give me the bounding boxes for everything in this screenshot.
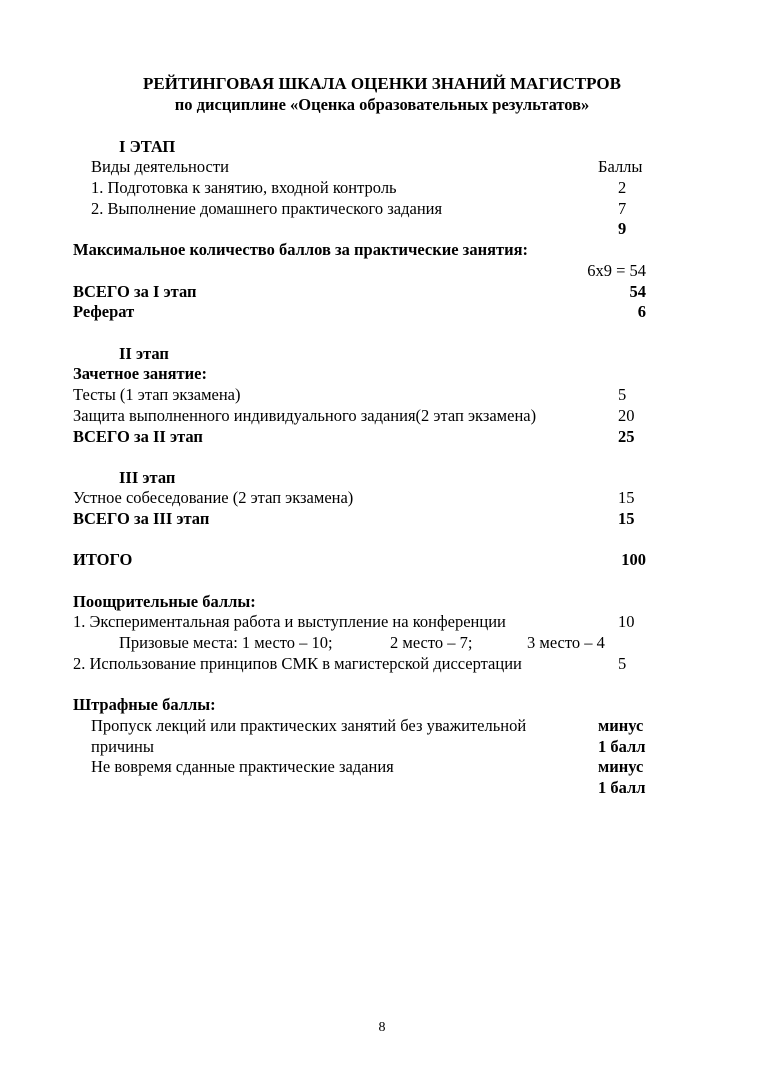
max-points-label: Максимальное количество баллов за практические занятия: xyxy=(73,240,529,259)
points-column-header: Баллы xyxy=(598,157,643,176)
penalty-value: 1 балл xyxy=(598,778,646,797)
grand-total-value: 100 xyxy=(621,550,646,569)
activity-column-header: Виды деятельности xyxy=(91,157,229,176)
penalty-item-line: Пропуск лекций или практических занятий без уважительной xyxy=(91,716,527,735)
stage1-item-points: 2 xyxy=(618,178,627,197)
stage3-heading: III этап xyxy=(119,468,176,487)
penalty-value: 1 балл xyxy=(598,737,646,756)
stage3-item-points: 15 xyxy=(618,488,635,507)
penalty-value: минус xyxy=(598,716,644,735)
stage1-total-value: 54 xyxy=(629,282,646,301)
stage1-item-label: 2. Выполнение домашнего практического задания xyxy=(91,199,443,218)
page-subtitle: по дисциплине «Оценка образовательных результатов» xyxy=(174,95,590,114)
penalty-heading: Штрафные баллы: xyxy=(73,695,216,714)
penalty-value: минус xyxy=(598,757,644,776)
bonus-item-points: 10 xyxy=(618,612,635,631)
stage2-total-label: ВСЕГО за II этап xyxy=(73,427,203,446)
essay-value: 6 xyxy=(637,302,646,321)
stage1-item-label: 1. Подготовка к занятию, входной контроль xyxy=(91,178,397,197)
bonus-heading: Поощрительные баллы: xyxy=(73,592,256,611)
stage1-heading: I ЭТАП xyxy=(119,137,176,156)
bonus-item-label: 1. Экспериментальная работа и выступление на конференции xyxy=(73,612,506,631)
penalty-item-line: Не вовремя сданные практические задания xyxy=(91,757,394,776)
stage2-item-points: 20 xyxy=(618,406,635,425)
stage2-item-label: Защита выполненного индивидуального задания(2 этап экзамена) xyxy=(73,406,537,425)
page-title: РЕЙТИНГОВАЯ ШКАЛА ОЦЕНКИ ЗНАНИЙ МАГИСТРОВ xyxy=(143,74,621,93)
grand-total-label: ИТОГО xyxy=(73,550,133,569)
bonus-item-points: 5 xyxy=(618,654,627,673)
stage3-total-value: 15 xyxy=(618,509,635,528)
stage3-item-label: Устное собеседование (2 этап экзамена) xyxy=(73,488,354,507)
stage1-total-label: ВСЕГО за I этап xyxy=(73,282,197,301)
page-number: 8 xyxy=(378,1020,386,1035)
stage3-total-label: ВСЕГО за III этап xyxy=(73,509,210,528)
stage2-item-label: Тесты (1 этап экзамена) xyxy=(73,385,241,404)
max-points-formula: 6x9 = 54 xyxy=(587,261,646,280)
bonus-item-label: 2. Использование принципов СМК в магистерской диссертации xyxy=(73,654,522,673)
stage1-subtotal: 9 xyxy=(618,219,627,238)
stage2-total-value: 25 xyxy=(618,427,635,446)
essay-label: Реферат xyxy=(73,302,135,321)
prize-place-2: 2 место – 7; xyxy=(390,633,473,652)
prize-place-3: 3 место – 4 xyxy=(527,633,605,652)
prize-place-1: Призовые места: 1 место – 10; xyxy=(119,633,333,652)
penalty-item-line: причины xyxy=(91,737,154,756)
stage2-heading: II этап xyxy=(119,344,169,363)
stage2-item-points: 5 xyxy=(618,385,627,404)
stage1-item-points: 7 xyxy=(618,199,627,218)
stage2-subheading: Зачетное занятие: xyxy=(73,364,207,383)
